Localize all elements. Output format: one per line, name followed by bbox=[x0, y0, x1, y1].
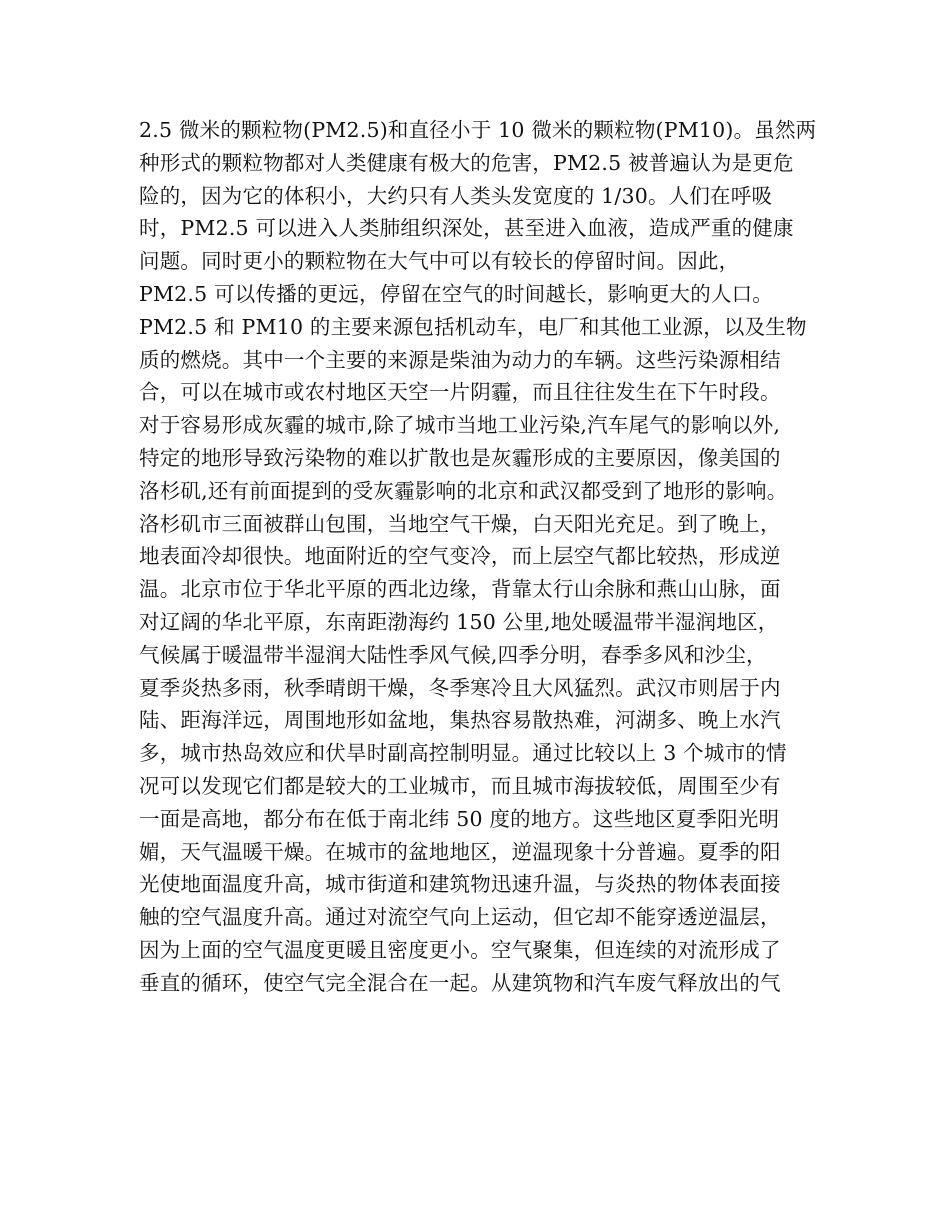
text-line: 特定的地形导致污染物的难以扩散也是灰霾形成的主要原因，像美国的 bbox=[139, 445, 781, 470]
text-line: 地表面冷却很快。地面附近的空气变冷，而上层空气都比较热，形成逆 bbox=[139, 544, 781, 569]
text-line: 洛杉矶市三面被群山包围，当地空气干燥，白天阳光充足。到了晚上， bbox=[139, 511, 781, 536]
text-line: 合，可以在城市或农村地区天空一片阴霾，而且往往发生在下午时段。 bbox=[139, 380, 781, 405]
text-line: 气候属于暖温带半湿润大陆性季风气候,四季分明，春季多风和沙尘， bbox=[139, 642, 767, 667]
text-line: 陆、距海洋远，周围地形如盆地，集热容易散热难，河湖多、晚上水汽 bbox=[139, 708, 781, 733]
text-line: PM2.5 可以传播的更远，停留在空气的时间越长，影响更大的人口。 bbox=[139, 281, 774, 306]
text-line: 触的空气温度升高。通过对流空气向上运动，但它却不能穿透逆温层， bbox=[139, 905, 781, 930]
text-line: 2.5 微米的颗粒物(PM2.5)和直径小于 10 微米的颗粒物(PM10)。虽然两 bbox=[139, 118, 817, 142]
text-line: 况可以发现它们都是较大的工业城市，而且城市海拔较低，周围至少有 bbox=[139, 773, 781, 798]
text-line: 对辽阔的华北平原，东南距渤海约 150 公里,地处暖温带半湿润地区， bbox=[139, 609, 779, 634]
text-line: 时，PM2.5 可以进入人类肺组织深处，甚至进入血液，造成严重的健康 bbox=[139, 216, 794, 241]
text-line: 垂直的循环，使空气完全混合在一起。从建筑物和汽车废气释放出的气 bbox=[139, 970, 781, 995]
text-line: 洛杉矶,还有前面提到的受灰霾影响的北京和武汉都受到了地形的影响。 bbox=[139, 478, 788, 503]
text-line: 温。北京市位于华北平原的西北边缘，背靠太行山余脉和燕山山脉，面 bbox=[139, 577, 781, 602]
text-line: 一面是高地，都分布在低于南北纬 50 度的地方。这些地区夏季阳光明 bbox=[139, 806, 780, 831]
text-line: 险的，因为它的体积小，大约只有人类头发宽度的 1/30。人们在呼吸 bbox=[139, 183, 773, 208]
text-line: 夏季炎热多雨，秋季晴朗干燥，冬季寒冷且大风猛烈。武汉市则居于内 bbox=[139, 675, 781, 700]
text-line: 媚，天气温暖干燥。在城市的盆地地区，逆温现象十分普遍。夏季的阳 bbox=[139, 839, 781, 864]
text-line: 对于容易形成灰霾的城市,除了城市当地工业污染,汽车尾气的影响以外, bbox=[139, 413, 781, 438]
text-line: 质的燃烧。其中一个主要的来源是柴油为动力的车辆。这些污染源相结 bbox=[139, 347, 781, 372]
text-line: 因为上面的空气温度更暖且密度更小。空气聚集，但连续的对流形成了 bbox=[139, 937, 781, 962]
text-line: 多，城市热岛效应和伏旱时副高控制明显。通过比较以上 3 个城市的情 bbox=[139, 741, 787, 766]
text-line: 光使地面温度升高，城市街道和建筑物迅速升温，与炎热的物体表面接 bbox=[139, 872, 781, 897]
text-line: PM2.5 和 PM10 的主要来源包括机动车，电厂和其他工业源，以及生物 bbox=[139, 314, 807, 339]
text-line: 种形式的颗粒物都对人类健康有极大的危害，PM2.5 被普遍认为是更危 bbox=[139, 150, 794, 175]
text-line: 问题。同时更小的颗粒物在大气中可以有较长的停留时间。因此， bbox=[139, 249, 740, 274]
body-paragraph bbox=[139, 114, 839, 1000]
